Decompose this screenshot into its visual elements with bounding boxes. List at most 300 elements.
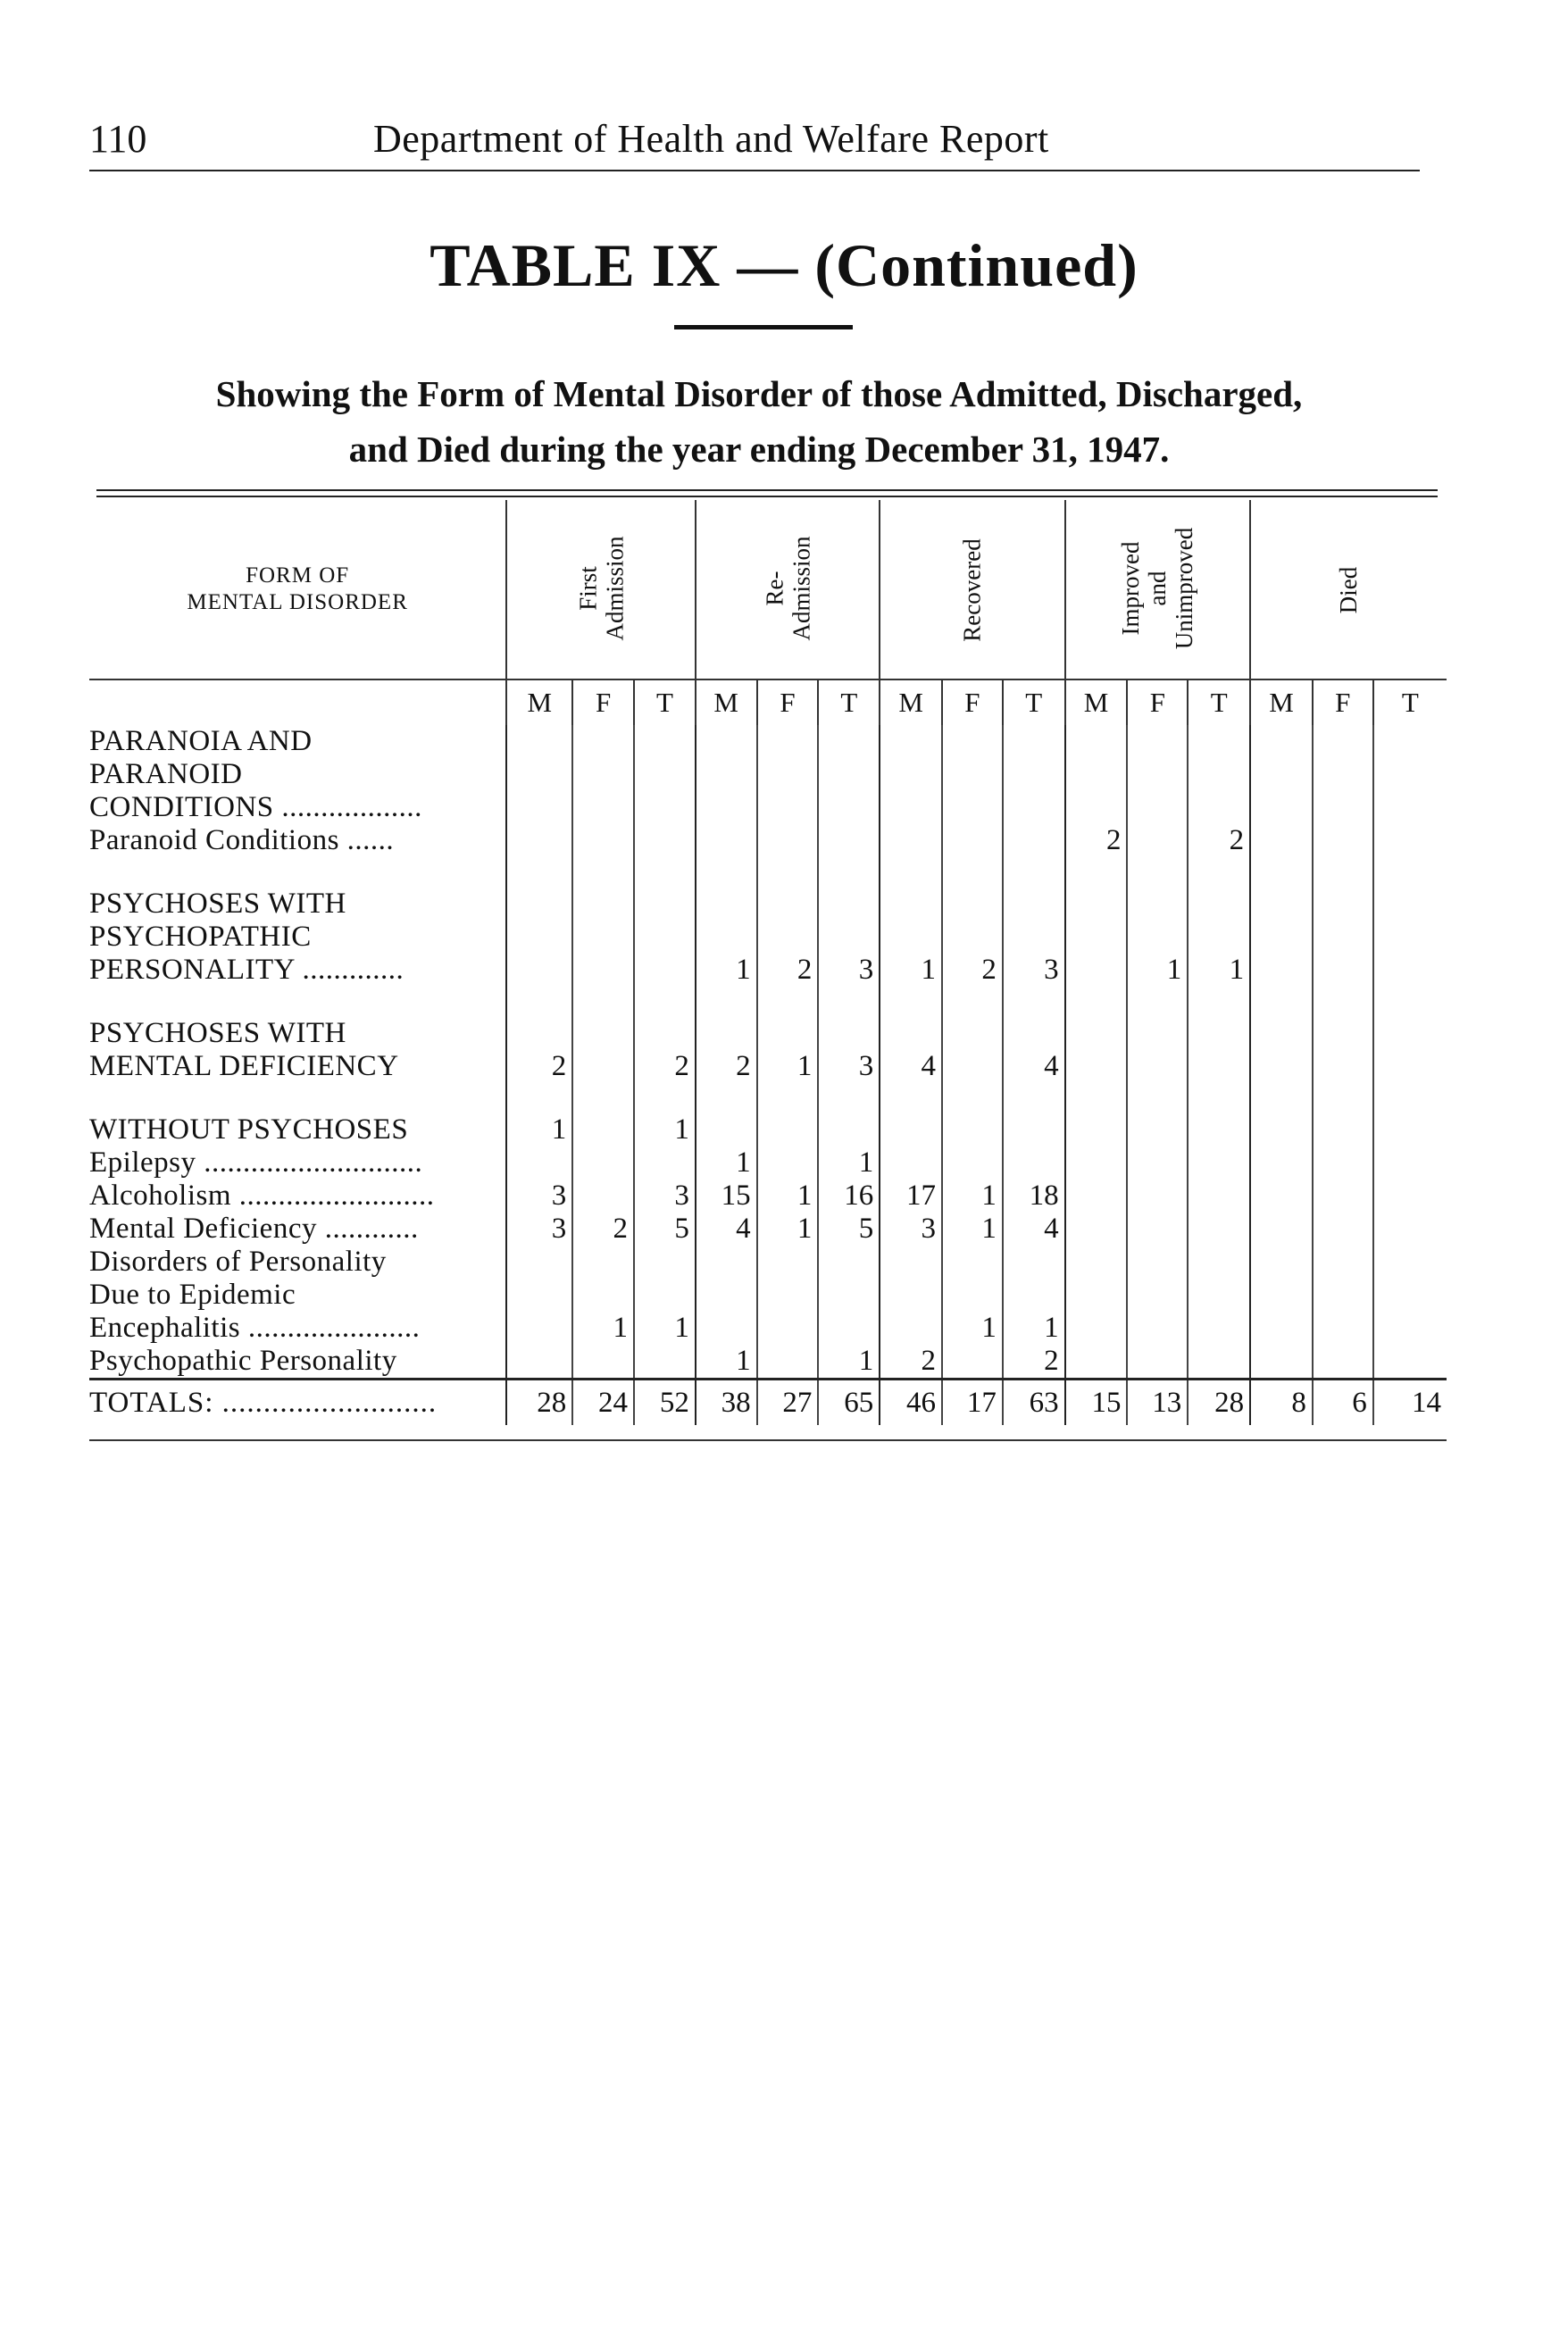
cell-value	[634, 921, 696, 954]
cell-value	[1127, 921, 1188, 954]
table-row	[89, 1180, 1447, 1213]
cell-value	[1373, 824, 1447, 857]
cell-value	[880, 1146, 942, 1180]
cell-value: 1	[696, 1146, 757, 1180]
cell-value: 2	[1003, 1345, 1065, 1380]
cell-value	[696, 1279, 757, 1312]
cell-value	[572, 888, 634, 921]
cell-value	[1188, 1050, 1250, 1083]
cell-value	[634, 954, 696, 987]
cell-value	[572, 954, 634, 987]
cell-value	[942, 1017, 1003, 1050]
group-label-line: Recovered	[958, 538, 986, 642]
cell-value	[1065, 1113, 1128, 1146]
cell-value	[1250, 954, 1313, 987]
total-value: 13	[1127, 1380, 1188, 1426]
row-label: PARANOIA AND	[89, 725, 313, 757]
cell-value: 1	[634, 1312, 696, 1345]
cell-value: 1	[818, 1146, 880, 1180]
cell-value	[696, 725, 757, 758]
table-row	[89, 1312, 1447, 1345]
cell-value	[696, 921, 757, 954]
spacer-row	[89, 857, 1447, 888]
group-label-line: Re-	[761, 571, 788, 605]
cell-value	[1250, 758, 1313, 791]
spacer-row	[89, 987, 1447, 1017]
cell-value	[1127, 1246, 1188, 1279]
cell-value	[757, 1113, 819, 1146]
total-value: 46	[880, 1380, 942, 1426]
cell-value	[1250, 1246, 1313, 1279]
cell-value	[1065, 921, 1128, 954]
cell-value: 16	[818, 1180, 880, 1213]
table-row	[89, 921, 1447, 954]
cell-value	[1065, 1246, 1128, 1279]
cell-value	[1127, 1050, 1188, 1083]
cell-value	[942, 987, 1003, 1017]
group-label-line: Unimproved	[1171, 527, 1198, 649]
cell-value	[1313, 1246, 1373, 1279]
cell-value	[942, 1345, 1003, 1380]
form-header-line-2: MENTAL DISORDER	[187, 590, 408, 614]
cell-value: 3	[818, 1050, 880, 1083]
cell-value	[1127, 1213, 1188, 1246]
row-label: Epilepsy ............................	[89, 1146, 423, 1179]
page-number: 110	[89, 117, 147, 161]
cell-value	[1188, 1017, 1250, 1050]
cell-value	[818, 1083, 880, 1113]
row-label: PSYCHOSES WITH	[89, 888, 346, 920]
cell-value	[572, 1345, 634, 1380]
cell-value: 2	[942, 954, 1003, 987]
cell-value	[818, 1312, 880, 1345]
cell-value	[1065, 888, 1128, 921]
cell-value	[1127, 1279, 1188, 1312]
cell-value: 3	[506, 1180, 572, 1213]
cell-value	[1313, 824, 1373, 857]
group-label-line: Died	[1335, 566, 1363, 613]
cell-value	[506, 921, 572, 954]
cell-value	[757, 987, 819, 1017]
cell-value: 1	[1188, 954, 1250, 987]
cell-value	[757, 1246, 819, 1279]
cell-value	[1065, 1180, 1128, 1213]
cell-value: 2	[506, 1050, 572, 1083]
cell-value	[1373, 1345, 1447, 1380]
group-label-line: and	[1144, 571, 1172, 605]
totals-row	[89, 1380, 1447, 1426]
cell-value: 1	[942, 1213, 1003, 1246]
table-title: TABLE IX — (Continued)	[430, 231, 1138, 299]
cell-value	[634, 1146, 696, 1180]
row-label: PSYCHOSES WITH	[89, 1017, 346, 1049]
cell-value	[757, 791, 819, 824]
cell-value	[1313, 888, 1373, 921]
cell-value	[1313, 1050, 1373, 1083]
table-row	[89, 1113, 1447, 1146]
subheader-f: F	[572, 679, 634, 725]
cell-value: 18	[1003, 1180, 1065, 1213]
cell-value	[1188, 1279, 1250, 1312]
cell-value	[880, 791, 942, 824]
group-header-re-admission	[696, 500, 880, 679]
row-label: Encephalitis ......................	[89, 1312, 421, 1344]
cell-value	[1313, 758, 1373, 791]
cell-value	[1250, 1312, 1313, 1345]
cell-value	[1313, 1279, 1373, 1312]
cell-value	[572, 725, 634, 758]
total-value: 6	[1313, 1380, 1373, 1426]
cell-value	[1250, 1017, 1313, 1050]
cell-value	[818, 1017, 880, 1050]
cell-value	[942, 1083, 1003, 1113]
cell-value	[942, 888, 1003, 921]
row-label: Mental Deficiency ............	[89, 1213, 419, 1245]
cell-value	[1250, 857, 1313, 888]
cell-value	[634, 1017, 696, 1050]
cell-value	[1127, 857, 1188, 888]
cell-value: 1	[1003, 1312, 1065, 1345]
table-row	[89, 1279, 1447, 1312]
cell-value	[506, 758, 572, 791]
cell-value	[942, 1246, 1003, 1279]
cell-value	[1373, 1113, 1447, 1146]
cell-value	[634, 1083, 696, 1113]
cell-value	[1373, 1146, 1447, 1180]
cell-value: 3	[634, 1180, 696, 1213]
table-row	[89, 1345, 1447, 1380]
cell-value	[506, 725, 572, 758]
cell-value: 2	[1065, 824, 1128, 857]
group-header-died	[1250, 500, 1447, 679]
cell-value	[880, 921, 942, 954]
disorder-table-container	[89, 500, 1447, 1425]
cell-value	[757, 857, 819, 888]
cell-value: 2	[757, 954, 819, 987]
cell-value	[942, 758, 1003, 791]
cell-value	[1127, 1017, 1188, 1050]
cell-value: 1	[757, 1050, 819, 1083]
cell-value	[1373, 1083, 1447, 1113]
cell-value	[1313, 791, 1373, 824]
cell-value	[1313, 1180, 1373, 1213]
cell-value: 4	[696, 1213, 757, 1246]
form-of-disorder-header	[89, 500, 506, 679]
cell-value	[1188, 1083, 1250, 1113]
cell-value	[1250, 1113, 1313, 1146]
cell-value	[942, 1279, 1003, 1312]
cell-value	[880, 987, 942, 1017]
cell-value	[572, 1113, 634, 1146]
cell-value	[880, 888, 942, 921]
cell-value: 3	[506, 1213, 572, 1246]
cell-value	[634, 987, 696, 1017]
cell-value	[1065, 987, 1128, 1017]
cell-value	[1250, 725, 1313, 758]
cell-value	[572, 1246, 634, 1279]
cell-value	[1065, 1279, 1128, 1312]
cell-value	[1003, 1146, 1065, 1180]
row-label: Paranoid Conditions ......	[89, 824, 395, 856]
cell-value	[506, 1083, 572, 1113]
cell-value	[880, 1083, 942, 1113]
cell-value	[572, 1180, 634, 1213]
cell-value	[942, 824, 1003, 857]
cell-value	[572, 921, 634, 954]
cell-value: 1	[1127, 954, 1188, 987]
cell-value	[757, 1345, 819, 1380]
cell-value: 17	[880, 1180, 942, 1213]
double-rule-bottom	[96, 496, 1438, 497]
cell-value	[818, 857, 880, 888]
total-value: 38	[696, 1380, 757, 1426]
cell-value	[572, 791, 634, 824]
group-header-first-admission	[506, 500, 696, 679]
cell-value	[1313, 921, 1373, 954]
table-row	[89, 1050, 1447, 1083]
row-label: PERSONALITY .............	[89, 954, 405, 986]
cell-value	[1065, 758, 1128, 791]
cell-value	[1313, 1113, 1373, 1146]
cell-value	[1127, 824, 1188, 857]
subheader-f: F	[1313, 679, 1373, 725]
cell-value	[572, 824, 634, 857]
cell-value	[1373, 1050, 1447, 1083]
cell-value: 1	[880, 954, 942, 987]
cell-value	[757, 1146, 819, 1180]
table-subtitle	[71, 366, 1447, 477]
cell-value	[506, 954, 572, 987]
cell-value	[1003, 791, 1065, 824]
cell-value	[696, 1246, 757, 1279]
subheader-t: T	[634, 679, 696, 725]
cell-value	[1373, 791, 1447, 824]
cell-value	[1127, 1113, 1188, 1146]
cell-value: 5	[818, 1213, 880, 1246]
cell-value	[696, 888, 757, 921]
cell-value	[880, 1246, 942, 1279]
cell-value	[696, 758, 757, 791]
cell-value	[506, 857, 572, 888]
cell-value	[1313, 1146, 1373, 1180]
cell-value	[818, 888, 880, 921]
cell-value	[572, 1017, 634, 1050]
cell-value	[1127, 1146, 1188, 1180]
cell-value	[757, 921, 819, 954]
cell-value	[818, 758, 880, 791]
subheader-f: F	[942, 679, 1003, 725]
group-header-recovered	[880, 500, 1064, 679]
cell-value	[818, 1246, 880, 1279]
cell-value	[1373, 1246, 1447, 1279]
cell-value	[1250, 1279, 1313, 1312]
cell-value	[818, 1279, 880, 1312]
cell-value: 1	[634, 1113, 696, 1146]
cell-value	[818, 824, 880, 857]
subheader-t: T	[1003, 679, 1065, 725]
cell-value	[1250, 921, 1313, 954]
cell-value: 4	[1003, 1050, 1065, 1083]
total-value: 65	[818, 1380, 880, 1426]
cell-value	[1127, 1312, 1188, 1345]
group-label-line: First	[574, 565, 602, 611]
cell-value	[572, 987, 634, 1017]
cell-value	[1313, 1083, 1373, 1113]
cell-value	[696, 987, 757, 1017]
cell-value	[1373, 1312, 1447, 1345]
cell-value	[1313, 725, 1373, 758]
column-group-header-row	[89, 500, 1447, 679]
cell-value	[1250, 888, 1313, 921]
cell-value	[1188, 1180, 1250, 1213]
cell-value	[506, 1312, 572, 1345]
subheader-t: T	[1188, 679, 1250, 725]
spacer-row	[89, 1083, 1447, 1113]
cell-value	[942, 921, 1003, 954]
subheader-blank	[89, 679, 506, 725]
table-row	[89, 824, 1447, 857]
subtitle-line-2: and Died during the year ending December 31, 1947.	[348, 429, 1170, 470]
cell-value	[634, 1279, 696, 1312]
cell-value: 15	[696, 1180, 757, 1213]
row-label: Due to Epidemic	[89, 1279, 296, 1311]
cell-value	[1065, 857, 1128, 888]
cell-value	[1127, 725, 1188, 758]
header-rule	[89, 170, 1420, 171]
cell-value	[942, 1050, 1003, 1083]
double-rule-top	[96, 489, 1438, 491]
total-value: 28	[506, 1380, 572, 1426]
cell-value: 1	[942, 1180, 1003, 1213]
table-body	[89, 725, 1447, 1425]
cell-value	[1313, 1345, 1373, 1380]
cell-value	[1313, 954, 1373, 987]
cell-value	[1373, 1180, 1447, 1213]
cell-value	[1127, 1180, 1188, 1213]
total-value: 24	[572, 1380, 634, 1426]
title-rule	[674, 325, 853, 329]
group-label-line: Admission	[601, 535, 629, 641]
cell-value	[696, 1312, 757, 1345]
cell-value	[1250, 1083, 1313, 1113]
cell-value	[757, 1083, 819, 1113]
subheader-m: M	[506, 679, 572, 725]
cell-value	[1250, 791, 1313, 824]
cell-value	[634, 888, 696, 921]
cell-value	[506, 987, 572, 1017]
cell-value: 1	[572, 1312, 634, 1345]
cell-value	[1003, 725, 1065, 758]
cell-value	[818, 921, 880, 954]
cell-value	[880, 824, 942, 857]
cell-value	[1250, 1345, 1313, 1380]
cell-value	[1188, 888, 1250, 921]
total-value: 17	[942, 1380, 1003, 1426]
cell-value	[1373, 1017, 1447, 1050]
cell-value	[1003, 1246, 1065, 1279]
total-value: 63	[1003, 1380, 1065, 1426]
cell-value	[506, 1345, 572, 1380]
row-label: Disorders of Personality	[89, 1246, 387, 1278]
total-value: 15	[1065, 1380, 1128, 1426]
cell-value	[942, 1113, 1003, 1146]
cell-value	[1065, 1017, 1128, 1050]
cell-value: 1	[818, 1345, 880, 1380]
cell-value	[1003, 758, 1065, 791]
total-value: 52	[634, 1380, 696, 1426]
cell-value	[1250, 1180, 1313, 1213]
cell-value	[1373, 725, 1447, 758]
cell-value	[1065, 1312, 1128, 1345]
cell-value	[880, 1113, 942, 1146]
cell-value	[506, 1246, 572, 1279]
cell-value	[1313, 987, 1373, 1017]
row-label: Alcoholism .........................	[89, 1180, 435, 1212]
table-row	[89, 888, 1447, 921]
cell-value	[634, 824, 696, 857]
cell-value	[1313, 1213, 1373, 1246]
group-label-line: Admission	[788, 535, 815, 641]
cell-value	[818, 725, 880, 758]
cell-value	[696, 824, 757, 857]
cell-value: 1	[696, 1345, 757, 1380]
cell-value	[1373, 921, 1447, 954]
cell-value	[942, 791, 1003, 824]
cell-value	[1065, 725, 1128, 758]
cell-value	[1373, 1213, 1447, 1246]
cell-value	[1250, 824, 1313, 857]
cell-value	[506, 1279, 572, 1312]
subheader-f: F	[757, 679, 819, 725]
cell-value	[1065, 954, 1128, 987]
cell-value: 2	[696, 1050, 757, 1083]
cell-value	[1127, 758, 1188, 791]
cell-value	[818, 1113, 880, 1146]
disorder-table	[89, 500, 1447, 1425]
cell-value: 1	[757, 1213, 819, 1246]
total-value: 28	[1188, 1380, 1250, 1426]
cell-value	[572, 1050, 634, 1083]
row-label	[89, 1083, 506, 1113]
subheader-m: M	[1065, 679, 1128, 725]
cell-value	[757, 824, 819, 857]
subheader-m: M	[880, 679, 942, 725]
form-header-line-1: FORM OF	[246, 563, 350, 588]
cell-value	[634, 758, 696, 791]
cell-value	[1003, 1113, 1065, 1146]
cell-value	[942, 857, 1003, 888]
row-label	[89, 857, 506, 888]
cell-value: 2	[1188, 824, 1250, 857]
cell-value	[1373, 888, 1447, 921]
cell-value	[1003, 987, 1065, 1017]
cell-value	[1065, 1213, 1128, 1246]
row-label	[89, 987, 506, 1017]
subheader-f: F	[1127, 679, 1188, 725]
cell-value	[1313, 1312, 1373, 1345]
table-row	[89, 1146, 1447, 1180]
cell-value	[1373, 857, 1447, 888]
cell-value	[1003, 921, 1065, 954]
cell-value: 2	[572, 1213, 634, 1246]
cell-value: 3	[1003, 954, 1065, 987]
cell-value	[1188, 1113, 1250, 1146]
cell-value	[818, 791, 880, 824]
cell-value	[1250, 1146, 1313, 1180]
cell-value	[1188, 1345, 1250, 1380]
cell-value	[1065, 1345, 1128, 1380]
cell-value	[696, 857, 757, 888]
